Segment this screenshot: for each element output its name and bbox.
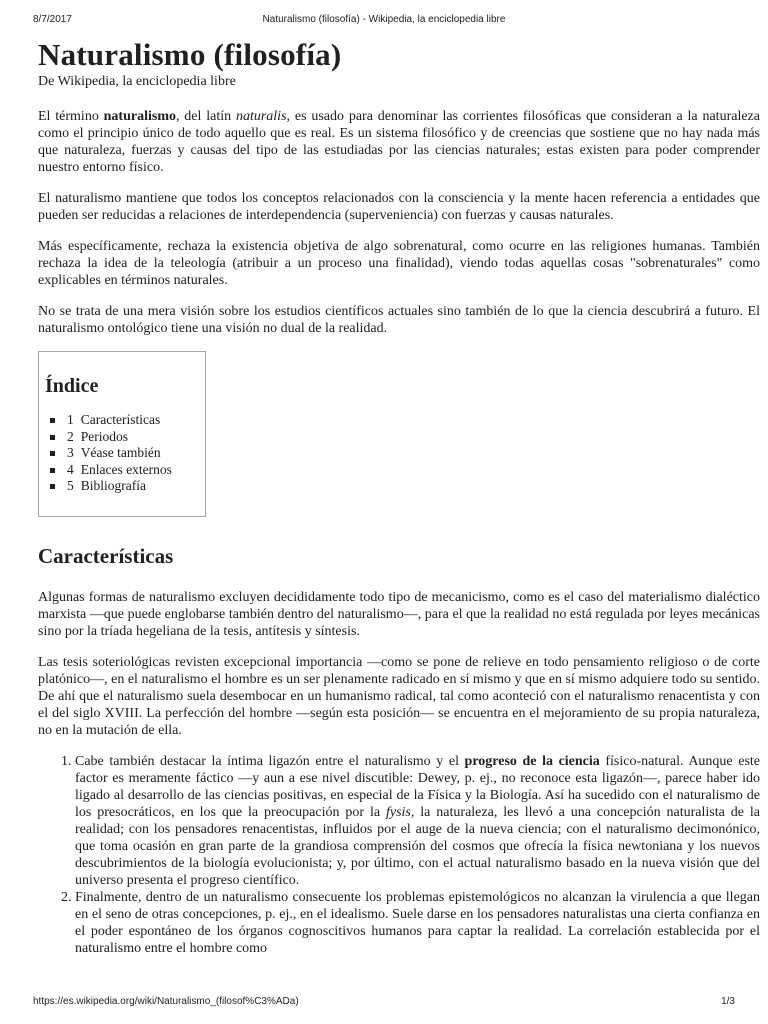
toc-number: 4 — [67, 461, 74, 477]
text-run: físico-natural. Aunque este factor es meramente fáctico —y aun a ese nivel discutible: Dewey, p. ej., no reconoce esta ligazón—, parece haber ido ligado al desarrollo de las ciencias positivas, en especial de la Física y la Biología. Así ha sucedido con el naturalismo de los presocráticos, en los que la preocupación por la — [75, 754, 760, 820]
bold-link[interactable]: progreso de la ciencia — [464, 754, 600, 769]
latin-term: naturalis — [235, 109, 287, 124]
toc-item-enlaces-externos[interactable] — [67, 462, 195, 479]
text-run: Cabe también destacar la íntima ligazón entre el naturalismo y el — [75, 754, 465, 769]
toc-item-bibliografia[interactable] — [67, 478, 195, 495]
text-run: , es usado para denominar las corrientes filosóficas que consideran a la naturaleza como el principio único de todo aquello que es real. Es un sistema filosófico y de creencias que sostiene que no hay nada más que naturaleza, fuerzas y causas del tipo de las estudiadas por las ciencias naturales; estas existen para poder comprender nuestro entorno físico. — [38, 109, 760, 175]
toc-item-periodos[interactable] — [67, 429, 195, 446]
toc-heading: Índice — [45, 375, 99, 397]
list-item — [75, 753, 760, 889]
print-url: https://es.wikipedia.org/wiki/Naturalismo_(filosof%C3%ADa) — [33, 996, 299, 1007]
section-paragraph-1: Algunas formas de naturalismo excluyen decididamente todo tipo de mecanicismo, como es el caso del materialismo dialéctico marxista —que puede englobarse también dentro del naturalismo—, para el que la realidad no está regulada por leyes mecánicas sino por la tríada hegeliana de la tesis, antítesis y síntesis. — [38, 590, 760, 639]
toc-link[interactable]: Véase también — [80, 445, 161, 460]
toc-number: 2 — [67, 428, 74, 444]
toc-list — [45, 412, 195, 495]
italic-term: fysis — [385, 805, 411, 820]
bullet-icon — [50, 451, 55, 456]
toc-item-vease-tambien[interactable] — [67, 445, 195, 462]
numbered-list — [38, 753, 760, 957]
intro-paragraph-4: No se trata de una mera visión sobre los estudios científicos actuales sino también de lo que la ciencia descubrirá a futuro. El naturalismo ontológico tiene una visión no dual de la realidad. — [38, 304, 760, 336]
toc-link[interactable]: Características — [80, 412, 161, 427]
article-content — [38, 38, 760, 957]
text-run: El término — [38, 109, 104, 124]
section-heading-caracteristicas: Características — [38, 544, 174, 568]
bullet-icon — [50, 484, 55, 489]
toc-link[interactable]: Periodos — [80, 428, 128, 444]
article-title: Naturalismo (filosofía) — [38, 37, 342, 72]
toc-number: 5 — [67, 478, 74, 493]
section-paragraph-2: Las tesis soteriológicas revisten excepcional importancia —como se pone de relieve en todo pensamiento religioso o de corte platónico—, en el naturalismo el hombre es un ser plenamente radicado en sí mismo y que en sí mismo adquiere todo su sentido. De ahí que el naturalismo suela desembocar en un humanismo radical, tal como aconteció con el naturalismo renacentista y con el del siglo XVIII. La perfección del hombre —según esta posición— se encuentra en el mejoramiento de su propia naturaleza, no en la mutación de ella. — [38, 655, 760, 738]
site-tagline: De Wikipedia, la enciclopedia libre — [38, 74, 236, 89]
print-footer — [33, 996, 735, 1010]
intro-paragraph-2: El naturalismo mantiene que todos los conceptos relacionados con la consciencia y la mente hacen referencia a entidades que pueden ser reducidas a relaciones de interdependencia (superveniencia) con fuerzas y causas naturales. — [38, 191, 760, 223]
toc-number: 3 — [67, 445, 74, 460]
bullet-icon — [50, 468, 55, 473]
text-run: , del latín — [175, 109, 236, 124]
table-of-contents — [38, 351, 206, 517]
bold-term: naturalismo — [103, 109, 176, 124]
print-date: 8/7/2017 — [33, 14, 72, 25]
page-number: 1/3 — [721, 996, 735, 1007]
text-run: , la naturaleza, les llevó a una concepción naturalista de la realidad; con los pensadores renacentistas, influidos por el auge de la nueva ciencia; con el naturalismo decimonónico, que toma ocasión en gran parte de la grandiosa comprensión del cosmos que ofrecía la física newtoniana y los nuevos descubrimientos de la biología evolucionista; y, por último, con el actual naturalismo basado en la nueva visión que del universo presenta el progreso científico. — [75, 805, 760, 888]
bullet-icon — [50, 435, 55, 440]
print-page-title: Naturalismo (filosofía) - Wikipedia, la enciclopedia libre — [262, 14, 506, 25]
print-header — [33, 14, 735, 28]
list-item: 2. Finalmente, dentro de un naturalismo consecuente los problemas epistemológicos no alcanzan la virulencia a que llegan en el seno de otras concepciones, p. ej., en el idealismo. Suele darse en los pensadores naturalistas una cierta confianza en el poder espontáneo de los órganos cognoscitivos humanos para captar la realidad. La correlación establecida por el naturalismo entre el hombre como — [75, 889, 760, 957]
intro-paragraph-1 — [38, 108, 760, 176]
toc-link[interactable]: Bibliografía — [80, 478, 146, 493]
intro-paragraph-3: Más específicamente, rechaza la existencia objetiva de algo sobrenatural, como ocurre en las religiones humanas. También rechaza la idea de la teleología (atribuir a un proceso una finalidad), viendo todas aquellas cosas "sobrenaturales" como explicables en términos naturales. — [38, 239, 760, 288]
toc-number: 1 — [67, 412, 74, 427]
toc-item-caracteristicas[interactable] — [67, 412, 195, 429]
toc-link[interactable]: Enlaces externos — [80, 461, 172, 477]
bullet-icon — [50, 418, 55, 423]
